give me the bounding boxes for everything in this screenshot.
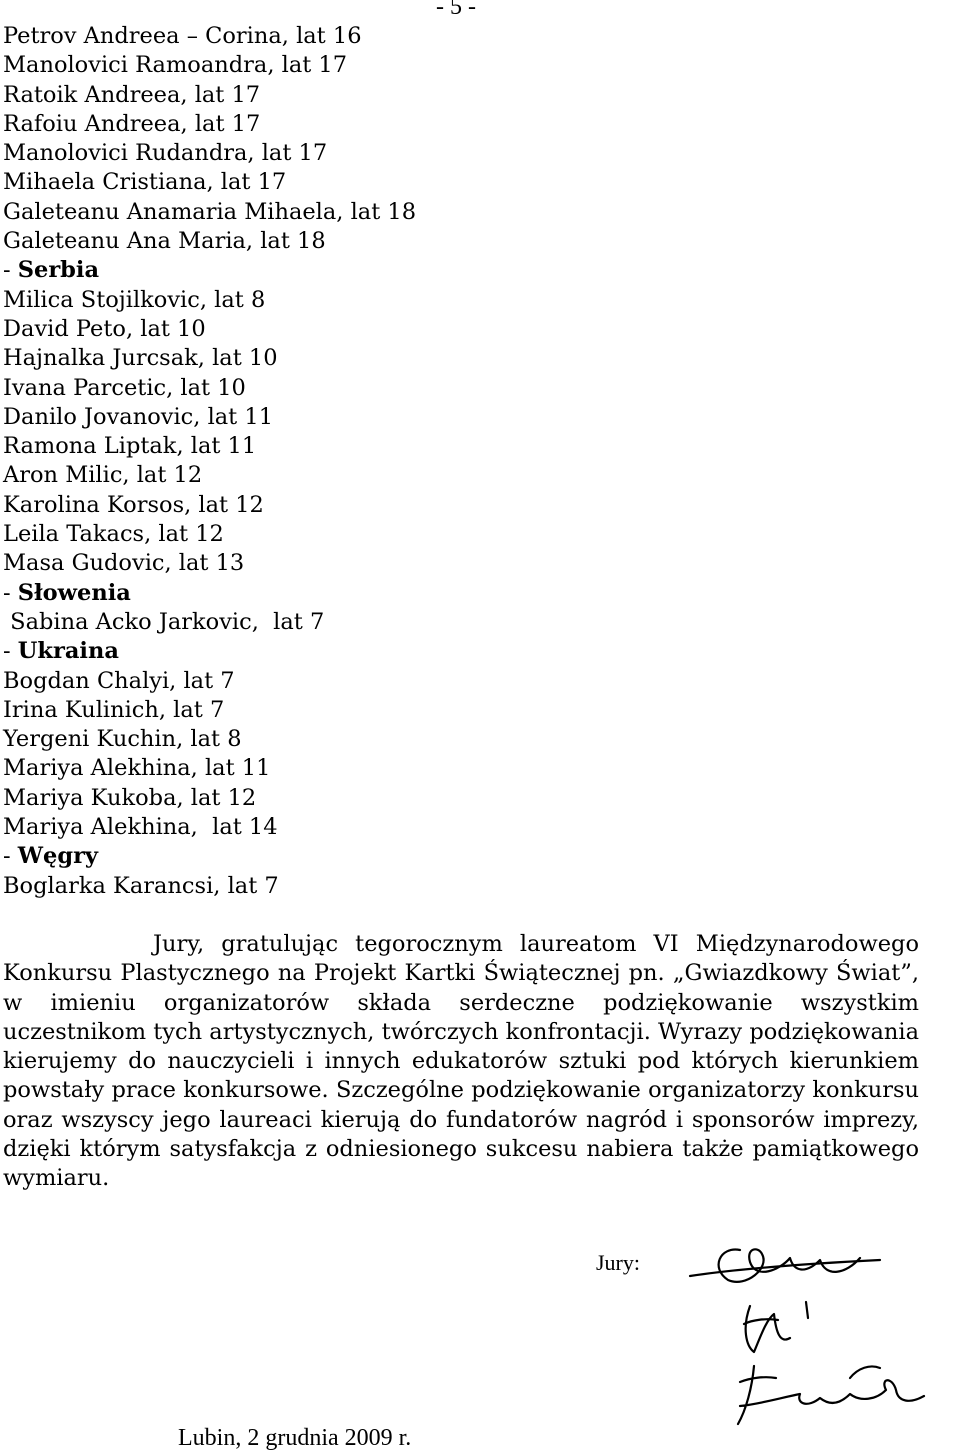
participant-entry: Leila Takacs, lat 12: [3, 521, 224, 548]
participant-entry: Hajnalka Jurcsak, lat 10: [3, 345, 278, 372]
jury-label: Jury:: [596, 1250, 640, 1275]
participant-entry: Mariya Alekhina, lat 14: [3, 814, 278, 841]
participant-entry: Yergeni Kuchin, lat 8: [3, 726, 242, 753]
participant-entry: Ramona Liptak, lat 11: [3, 433, 257, 460]
participant-entry: Petrov Andreea – Corina, lat 16: [3, 23, 362, 49]
participant-entry: Danilo Jovanovic, lat 11: [3, 403, 274, 430]
participant-entry: Masa Gudovic, lat 13: [3, 550, 245, 577]
jury-signatures: [680, 1228, 950, 1428]
country-heading: [3, 256, 416, 285]
closing-paragraph: Jury, gratulując tegorocznym laureatom VI Międzynarodowego Konkursu Plastycznego na Projekt Kartki Świątecznej pn. „Gwiazdkowy Świat”, w imieniu organizatorów składa serdeczne podziękowanie wszystkim uczestnikom tych artystycznych, twórczych konfrontacji. Wyrazy podziękowania kierujemy do nauczycieli i innych edukatorów sztuki pod których kierunkiem powstały prace konkursowe. Szczególne podziękowanie organizatorzy konkursu oraz wszyscy jego laureaci kierują do fundatorów nagród i sponsorów imprezy, dzięki którym satysfakcja z odniesionego sukcesu nabiera także pamiątkowego wymiaru.: [3, 931, 919, 1192]
participant-entry: Aron Milic, lat 12: [3, 462, 203, 489]
country-heading: [3, 842, 416, 871]
participant-entry: Bogdan Chalyi, lat 7: [3, 667, 235, 694]
country-heading: [3, 579, 416, 608]
participant-entry: Karolina Korsos, lat 12: [3, 491, 264, 518]
country-heading: [3, 637, 416, 666]
place-date: Lubin, 2 grudnia 2009 r.: [178, 1425, 412, 1451]
participant-entry: Galeteanu Ana Maria, lat 18: [3, 228, 326, 255]
participant-entry: Mihaela Cristiana, lat 17: [3, 169, 287, 196]
participant-entry: Milica Stojilkovic, lat 8: [3, 286, 266, 313]
country-name: Ukraina: [17, 638, 119, 665]
heading-dash: -: [3, 843, 18, 870]
participant-entry: Ivana Parcetic, lat 10: [3, 374, 246, 401]
participant-entry: David Peto, lat 10: [3, 315, 206, 342]
heading-dash: -: [3, 257, 18, 284]
country-name: Serbia: [17, 257, 100, 284]
participant-list: [3, 22, 416, 901]
page-number: - 5 -: [436, 0, 476, 20]
participant-entry: Mariya Alekhina, lat 11: [3, 755, 271, 782]
participant-entry: Sabina Acko Jarkovic, lat 7: [3, 608, 325, 635]
participant-entry: Rafoiu Andreea, lat 17: [3, 110, 261, 137]
participant-entry: Manolovici Rudandra, lat 17: [3, 140, 328, 167]
participant-entry: Ratoik Andreea, lat 17: [3, 81, 261, 108]
participant-entry: Mariya Kukoba, lat 12: [3, 784, 257, 811]
participant-entry: Galeteanu Anamaria Mihaela, lat 18: [3, 198, 417, 225]
country-name: Słowenia: [17, 579, 131, 606]
country-name: Węgry: [17, 843, 99, 870]
heading-dash: -: [3, 579, 18, 606]
participant-entry: Irina Kulinich, lat 7: [3, 696, 225, 723]
participant-entry: Boglarka Karancsi, lat 7: [3, 872, 279, 899]
participant-entry: Manolovici Ramoandra, lat 17: [3, 52, 348, 79]
heading-dash: -: [3, 638, 18, 665]
